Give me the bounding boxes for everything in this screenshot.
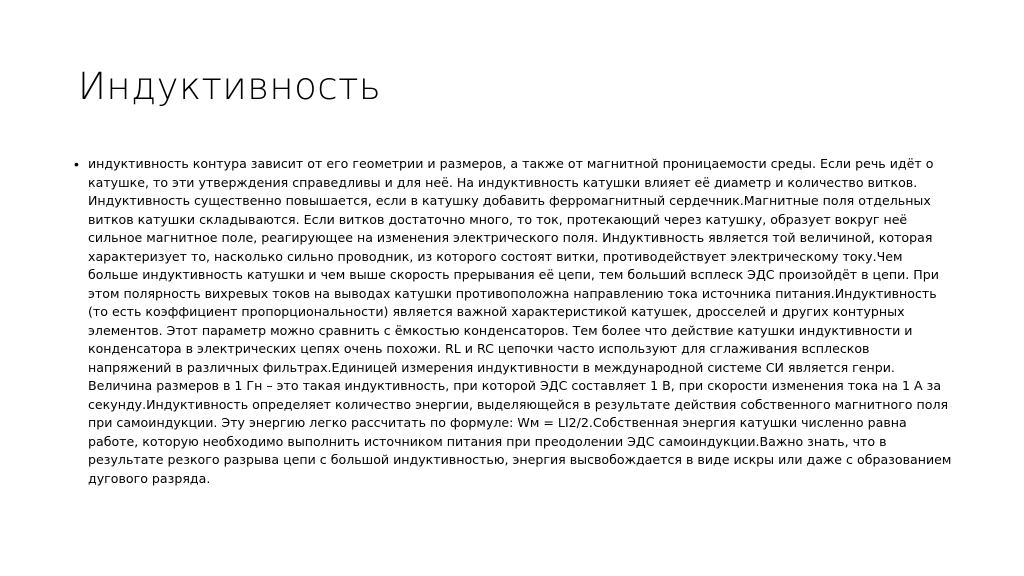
bullet-dot-icon: • xyxy=(74,156,79,172)
bullet-text: индуктивность контура зависит от его геометрии и размеров, а также от магнитной проницаемости среды. Если речь идёт о катушке, то эти утверждения справедливы и для неё. На индуктивность катушки влияет её диаметр и количество витков. Индуктивность существенно повышается, если в катушку добавить ферромагнитный сердечник.Магнитные поля отдельных витков катушки складываются. Если витков достаточно много, то ток, протекающий через катушку, образует вокруг неё сильное магнитное поле, реагирующее на изменения электрического поля. Индуктивность является той величиной, которая характеризует то, насколько сильно проводник, из которого состоят витки, противодействует электрическому току.Чем больше индуктивность катушки и чем выше скорость прерывания её цепи, тем больший всплеск ЭДС произойдёт в цепи. При этом полярность вихревых токов на выводах катушки противоположна направлению тока источника питания.Индуктивность (то есть коэффициент пропорциональности) является важной характеристикой катушек, дросселей и других контурных элементов. Этот параметр можно сравнить с ёмкостью конденсаторов. Тем более что действие катушки индуктивности и конденсатора в электрических цепях очень похожи. RL и RC цепочки часто используют для сглаживания всплесков напряжений в различных фильтрах.Единицей измерения индуктивности в международной системе СИ является генри. Величина размеров в 1 Гн – это такая индуктивность, при которой ЭДС составляет 1 В, при скорости изменения тока на 1 А за секунду.Индуктивность определяет количество энергии, выделяющейся в результате действия собственного магнитного поля при самоиндукции. Эту энергию легко рассчитать по формуле: Wм = LI2/2.Собственная энергия катушки численно равна работе, которую необходимо выполнить источником питания при преодолении ЭДС самоиндукции.Важно знать, что в результате резкого разрыва цепи с большой индуктивностью, энергия высвобождается в виде искры или даже с образованием дугового разряда. xyxy=(88,156,952,486)
slide-title: Индуктивность xyxy=(78,65,382,108)
slide-body xyxy=(74,155,954,488)
bullet-item xyxy=(74,155,954,488)
